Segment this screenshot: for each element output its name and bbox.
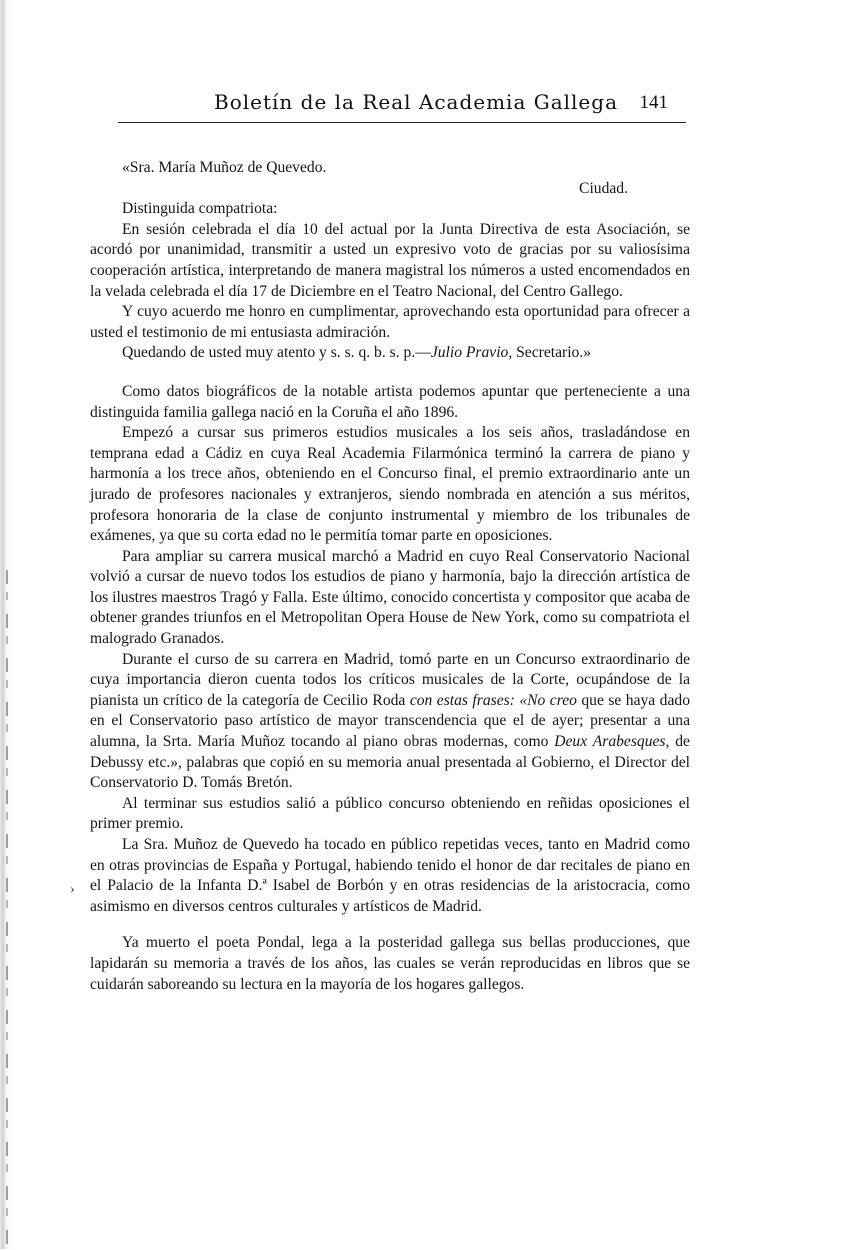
margin-mark-icon: › xyxy=(70,882,75,897)
closing-text: Quedando de usted muy atento y s. s. q. b. s. p.— xyxy=(122,344,431,362)
biography-paragraph: Al terminar sus estudios salió a público concurso obteniendo en reñidas oposiciones el primer premio. xyxy=(90,794,690,833)
letter-recipient: «Sra. María Muñoz de Quevedo. xyxy=(122,159,327,176)
page-body xyxy=(90,158,690,995)
letter-paragraph: En sesión celebrada el día 10 del actual por la Junta Directiva de esta Asociación, se acordó por unanimidad, transmitir a usted un expresivo voto de gracias por su valiosísima cooperación artística, interpretando de manera magistral los números a usted encomendados en la velada celebrada el día 17 de Diciembre en el Teatro Nacional, del Centro Gallego. xyxy=(90,220,690,300)
pondal-paragraph: Ya muerto el poeta Pondal, lega a la posteridad gallega sus bellas producciones, que lapidarán su memoria a través de los años, las cuales se verán reproducidas en libros que se cuidarán saboreando su lectura en la mayoría de los hogares gallegos. xyxy=(90,934,690,993)
binding-shadow xyxy=(6,570,8,1250)
page-header xyxy=(118,88,686,123)
letter-paragraph: Y cuyo acuerdo me honro en cumplimentar, aprovechando esta oportunidad para ofrecer a usted el testimonio de mi entusiasta admiración. xyxy=(90,303,690,341)
biography-paragraph xyxy=(90,650,690,794)
biography-paragraph: Para ampliar su carrera musical marchó a Madrid en cuyo Real Conservatorio Nacional volvió a cursar de nuevo todos los estudios de piano y harmonía, bajo la dirección artística de los ilustres maestros Tragó y Falla. Este último, conocido concertista y compositor que acaba de obtener grandes triunfos en el Metropolitan Opera House de New York, como su compatriota el malogrado Granados. xyxy=(90,547,690,648)
closing-title: Secretario.» xyxy=(512,344,592,362)
paragraph-text: Durante el curso de su carrera en Madrid, tomó parte en un Concurso extraordinario de cuya importancia dieron cuenta todos los críticos musicales de la Corte, ocupándose de la pianista un crítico de la categoría de Cecilio Roda xyxy=(90,650,690,709)
journal-title: Boletín de la Real Academia Gallega xyxy=(214,90,618,114)
page-number: 141 xyxy=(639,92,668,113)
quote-italic: con estas frases: «No creo xyxy=(409,691,577,709)
paragraph-text: que se haya dado en el Conservatorio paso artístico de mayor transcendencia que el de ayer; presentar a una alumna, la Srta. María Muñoz tocando al piano obras modernas, como xyxy=(90,691,690,751)
biography-paragraph: La Sra. Muñoz de Quevedo ha tocado en público repetidas veces, tanto en Madrid como en otras provincias de España y Portugal, habiendo tenido el honor de dar recitales de piano en el Palacio de la Infanta D.ª Isabel de Borbón y en otras residencias de la aristocracia, como asimismo en diversos centros culturales y artísticos de Madrid. xyxy=(90,836,690,915)
letter-closing xyxy=(90,343,690,364)
letter-city: Ciudad. xyxy=(579,179,628,197)
work-title-italic: Deux Arabesques, xyxy=(554,733,670,751)
biography-paragraph: Empezó a cursar sus primeros estudios musicales a los seis años, trasladándose en temprana edad a Cádiz en cuya Real Academia Filarmónica terminó la carrera de piano y harmonía a los trece años, obteniendo en el Concurso final, el premio extraordinario ante un jurado de profesores nacionales y extranjeros, siendo nombrada en atención a sus méritos, profesora honoraria de la clase de conjunto instrumental y miembro de los tribunales de exámenes, ya que su corta edad no le permitía tomar parte en oposiciones. xyxy=(90,424,690,545)
letter-greeting: Distinguida compatriota: xyxy=(122,200,278,218)
section-gap xyxy=(90,364,690,382)
section-gap xyxy=(90,917,690,933)
paragraph-text: de Debussy etc.», palabras que copió en su memoria anual presentada al Gobierno, el Director del Conservatorio D. Tomás Bretón. xyxy=(90,733,690,792)
closing-signatory: Julio Pravio, xyxy=(430,344,513,362)
biography-paragraph: Como datos biográficos de la notable artista podemos apuntar que perteneciente a una distinguida familia gallega nació en la Coruña el año 1896. xyxy=(90,382,690,421)
